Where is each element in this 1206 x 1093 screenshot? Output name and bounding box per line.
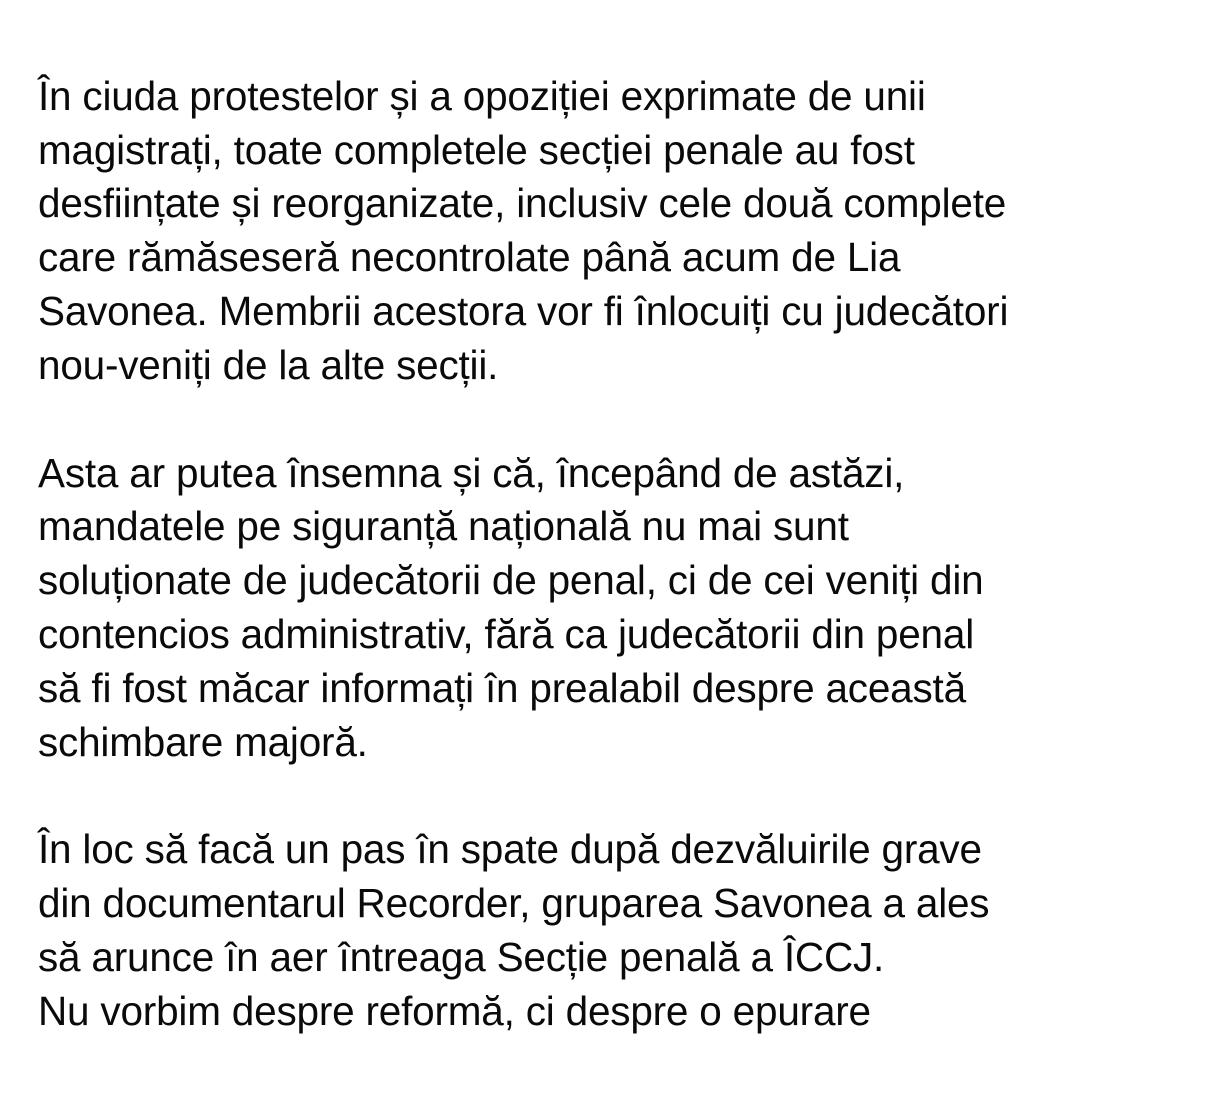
text-line: din documentarul Recorder, gruparea Savonea a ales bbox=[38, 880, 990, 927]
document-body bbox=[38, 0, 1198, 1093]
paragraph-partial-top bbox=[38, 0, 1198, 16]
text-line: soluționate de judecătorii de penal, ci de cei veniți din bbox=[38, 557, 984, 604]
text-line: desființate și reorganizate, inclusiv cele două complete bbox=[38, 180, 1007, 227]
text-line: Nu vorbim despre reformă, ci despre o epurare bbox=[38, 987, 871, 1034]
text-line: Savonea. Membrii acestora vor fi înlocuiți cu judecători bbox=[38, 287, 1009, 334]
text-line: schimbare majoră. bbox=[38, 718, 368, 765]
paragraph-2 bbox=[38, 447, 1198, 770]
text-line: să arunce în aer întreaga Secție penală a ÎCCJ. bbox=[38, 933, 885, 980]
text-line: mandatele pe siguranță națională nu mai sunt bbox=[38, 503, 849, 550]
text-line: care rămăseseră necontrolate până acum de Lia bbox=[38, 234, 901, 281]
paragraph-1 bbox=[38, 70, 1198, 393]
text-line: magistrați, toate completele secției penale au fost bbox=[38, 126, 915, 173]
text-line: nou-veniți de la alte secții. bbox=[38, 341, 499, 388]
text-line: să fi fost măcar informați în prealabil despre această bbox=[38, 664, 966, 711]
text-line: contencios administrativ, fără ca judecătorii din penal bbox=[38, 610, 975, 657]
text-line: În ciuda protestelor și a opoziției exprimate de unii bbox=[38, 72, 926, 119]
text-line: Asta ar putea însemna și că, începând de astăzi, bbox=[38, 449, 905, 496]
paragraph-3 bbox=[38, 823, 1198, 1038]
text-line: În loc să facă un pas în spate după dezvăluirile grave bbox=[38, 826, 982, 873]
